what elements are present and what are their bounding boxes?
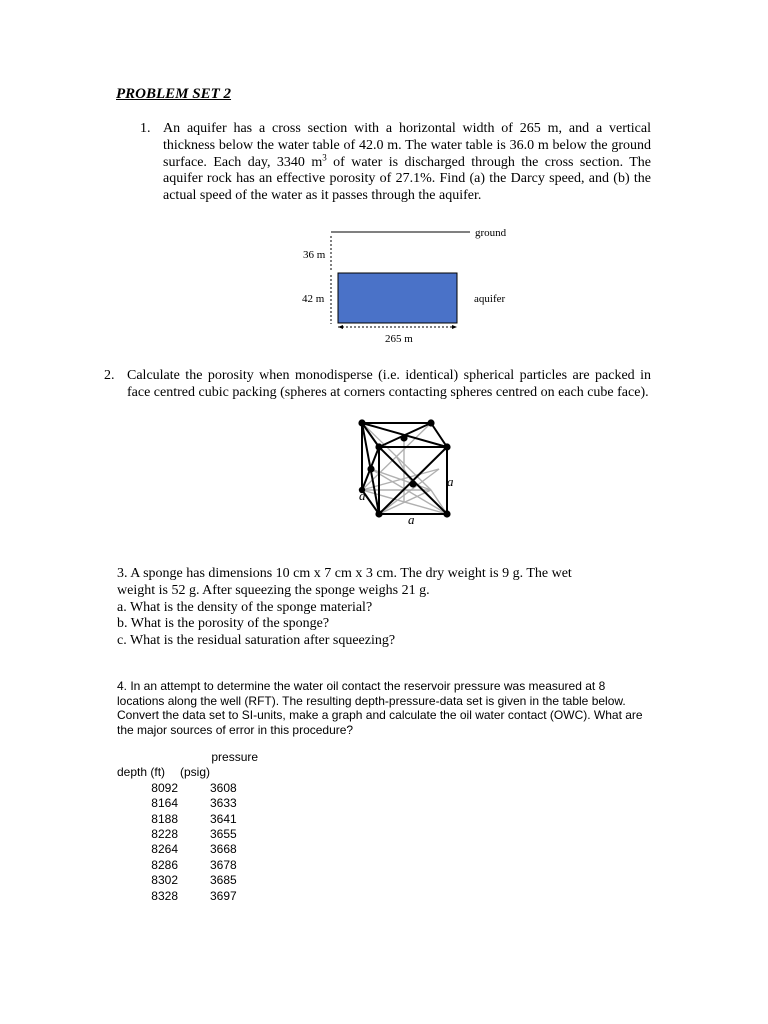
table-row xyxy=(117,812,258,827)
problem-3-question-c: c. What is the residual saturation after squeezing? xyxy=(117,633,396,649)
table-cell: 3633 xyxy=(210,796,237,811)
table-cell xyxy=(117,750,178,765)
header-psig: (psig) xyxy=(180,765,211,780)
table-header-top xyxy=(117,750,258,765)
table-cell: 3608 xyxy=(210,780,237,795)
edge-label-left: a xyxy=(359,488,366,503)
problem-2-number: 2. xyxy=(104,368,115,383)
table-cell: 3685 xyxy=(210,873,237,888)
table-cell: 8286 xyxy=(151,857,178,872)
edge-label-bottom: a xyxy=(408,512,415,527)
table-cell: 3641 xyxy=(210,811,237,826)
page-title: PROBLEM SET 2 xyxy=(116,86,232,102)
table-cell: 8164 xyxy=(151,796,178,811)
table-cell: 3655 xyxy=(210,827,237,842)
table-cell: 8092 xyxy=(151,780,178,795)
depth-label: 36 m xyxy=(303,249,326,261)
ground-label: ground xyxy=(475,227,507,239)
depth-pressure-table xyxy=(117,750,258,904)
table-cell: 3697 xyxy=(210,888,237,903)
table-cell: 3668 xyxy=(210,842,237,857)
problem-3-line-1: 3. A sponge has dimensions 10 cm x 7 cm x 3 cm. The dry weight is 9 g. The wet xyxy=(117,566,572,581)
table-row xyxy=(117,873,258,888)
table-row xyxy=(117,781,258,796)
table-row xyxy=(117,827,258,842)
problem-3-line-2: weight is 52 g. After squeezing the sponge weighs 21 g. xyxy=(117,582,430,598)
header-depth: depth (ft) xyxy=(117,765,166,780)
aquifer-label: aquifer xyxy=(474,293,506,305)
table-cell: 8228 xyxy=(151,827,178,842)
table-cell: 8264 xyxy=(151,842,178,857)
table-row xyxy=(117,889,258,904)
table-header-row xyxy=(117,765,258,780)
problem-3 xyxy=(117,566,637,650)
thickness-label: 42 m xyxy=(302,293,325,305)
edge-label-right: a xyxy=(447,474,454,489)
problem-4-text: 4. In an attempt to determine the water oil contact the reservoir pressure was measured at 8 locations along the well (RFT). The resulting depth-pressure-data set is given in the table below. Convert the data set to SI-units, make a graph and calculate the oil water contact (OWC). What are the major sources of error in this procedure? xyxy=(117,679,643,737)
table-cell: 8188 xyxy=(151,811,178,826)
header-pressure: pressure xyxy=(211,750,259,764)
problem-1-number: 1. xyxy=(140,121,151,136)
width-label: 265 m xyxy=(385,333,413,345)
table-row xyxy=(117,796,258,811)
problem-3-question-b: b. What is the porosity of the sponge? xyxy=(117,616,330,632)
problem-1-text: An aquifer has a cross section with a horizontal width of 265 m, and a vertical thickness below the water table of 42.0 m. The water table is 36.0 m below the ground surface. Each day, 3340 $m^3$ of water is discharged through the cross section. The aquifer rock has an effective porosity of 27.1%. Find (a) the Darcy speed, and (b) the actual speed of the water as it passes through the aquifer. xyxy=(163,121,651,204)
table-row xyxy=(117,842,258,857)
table-cell: 8302 xyxy=(151,873,178,888)
problem-3-question-a: a. What is the density of the sponge material? xyxy=(117,599,373,615)
table-cell: 3678 xyxy=(210,857,237,872)
problem-2-text: Calculate the porosity when monodisperse (i.e. identical) spherical particles are packed in face centred cubic packing (spheres at corners contacting spheres centred on each cube face). xyxy=(127,368,651,400)
table-row xyxy=(117,858,258,873)
table-cell: 8328 xyxy=(151,888,178,903)
